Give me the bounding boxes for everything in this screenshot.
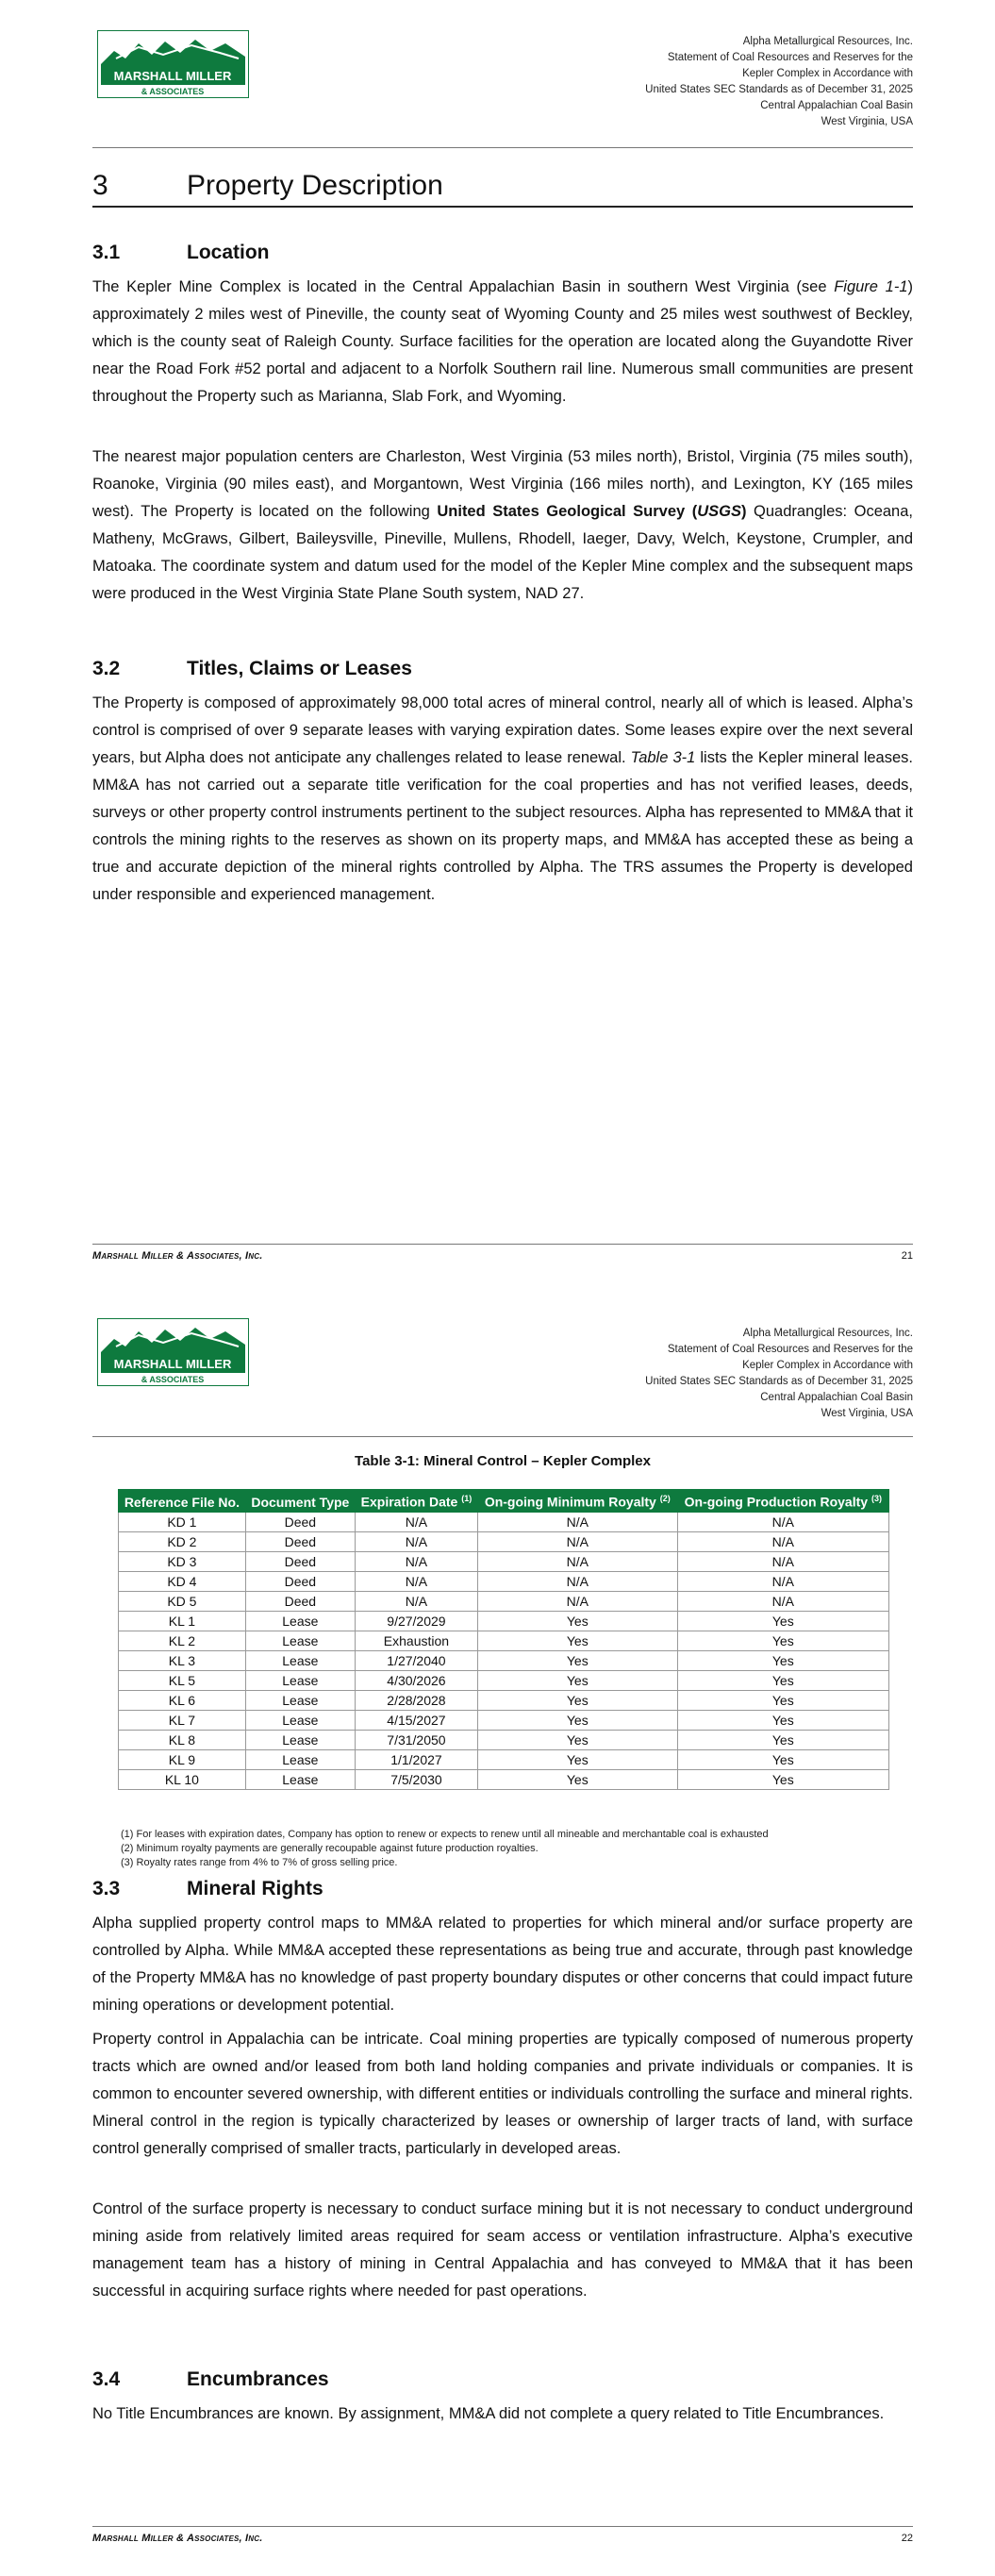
table-cell: Lease xyxy=(245,1670,355,1690)
header-divider xyxy=(92,1436,913,1437)
table-cell: N/A xyxy=(677,1512,888,1531)
table-note: (3) Royalty rates range from 4% to 7% of gross selling price. xyxy=(121,1857,398,1868)
table-cell: Deed xyxy=(245,1512,355,1531)
table-cell: N/A xyxy=(477,1531,677,1551)
table-cell: Yes xyxy=(477,1769,677,1789)
company-logo xyxy=(97,1318,249,1386)
table-title: Table 3-1: Mineral Control – Kepler Complex xyxy=(355,1453,651,1469)
table-header-cell: On-going Minimum Royalty $^{(2)}$ xyxy=(477,1490,677,1513)
table-cell: KL 5 xyxy=(119,1670,246,1690)
header-line: Statement of Coal Resources and Reserves for the xyxy=(667,52,913,63)
page-header xyxy=(645,34,913,130)
header-divider xyxy=(92,147,913,148)
table-cell: N/A xyxy=(477,1591,677,1611)
table-row xyxy=(119,1591,889,1611)
table-header-cell: On-going Production Royalty $^{(3)}$ xyxy=(677,1490,888,1513)
table-cell: Lease xyxy=(245,1769,355,1789)
table-cell: KD 2 xyxy=(119,1531,246,1551)
table-header-cell: Reference File No. xyxy=(119,1490,246,1513)
table-cell: Deed xyxy=(245,1591,355,1611)
table-row xyxy=(119,1690,889,1710)
table-header-row xyxy=(119,1490,889,1513)
table-cell: N/A xyxy=(355,1571,477,1591)
table-cell: Exhaustion xyxy=(355,1631,477,1650)
table-row xyxy=(119,1749,889,1769)
header-line: Kepler Complex in Accordance with xyxy=(742,1360,913,1371)
table-cell: Lease xyxy=(245,1631,355,1650)
table-cell: Yes xyxy=(677,1769,888,1789)
table-cell: 1/27/2040 xyxy=(355,1650,477,1670)
table-notes xyxy=(121,1828,769,1870)
table-cell: Yes xyxy=(477,1730,677,1749)
table-cell: KD 4 xyxy=(119,1571,246,1591)
table-cell: Lease xyxy=(245,1710,355,1730)
svg-text:MARSHALL MILLER: MARSHALL MILLER xyxy=(113,69,232,83)
table-cell: Yes xyxy=(477,1631,677,1650)
header-line: Central Appalachian Coal Basin xyxy=(760,100,913,111)
table-cell: N/A xyxy=(477,1512,677,1531)
table-cell: KL 1 xyxy=(119,1611,246,1631)
header-line: Kepler Complex in Accordance with xyxy=(742,68,913,79)
table-cell: Deed xyxy=(245,1551,355,1571)
section-title: Property Description xyxy=(187,170,443,201)
page-header xyxy=(645,1326,913,1422)
table-header-cell: Expiration Date $^{(1)}$ xyxy=(355,1490,477,1513)
table-cell: KD 5 xyxy=(119,1591,246,1611)
table-cell: Deed xyxy=(245,1531,355,1551)
table-row xyxy=(119,1512,889,1531)
header-company: Alpha Metallurgical Resources, Inc. xyxy=(742,36,913,47)
header-line: West Virginia, USA xyxy=(821,116,913,127)
table-cell: KL 3 xyxy=(119,1650,246,1670)
figure-reference[interactable]: Figure 1-1 xyxy=(834,278,908,295)
footer-divider xyxy=(92,2526,913,2527)
page-number: 22 xyxy=(901,2533,913,2544)
table-header-cell: Document Type xyxy=(245,1490,355,1513)
table-cell: KL 2 xyxy=(119,1631,246,1650)
table-cell: KD 3 xyxy=(119,1551,246,1571)
table-row xyxy=(119,1769,889,1789)
mineral-rights-paragraph-2: Property control in Appalachia can be intricate. Coal mining properties are typically composed of numerous property tracts which are owned and/or leased from both land holding companies and private individuals or companies. It is common to encounter severed ownership, with different entities or individuals controlling the surface and mineral rights. Mineral control in the region is typically characterized by leases or ownership of larger tracts of land, with surface control generally comprised of smaller tracts, particularly in developed areas. xyxy=(92,2031,913,2157)
table-cell: N/A xyxy=(677,1531,888,1551)
footer-divider xyxy=(92,1244,913,1245)
table-cell: Lease xyxy=(245,1749,355,1769)
header-line: West Virginia, USA xyxy=(821,1408,913,1419)
table-cell: Lease xyxy=(245,1611,355,1631)
table-cell: 4/15/2027 xyxy=(355,1710,477,1730)
table-row xyxy=(119,1531,889,1551)
table-row xyxy=(119,1710,889,1730)
table-row xyxy=(119,1650,889,1670)
header-line: Statement of Coal Resources and Reserves for the xyxy=(667,1344,913,1355)
table-cell: N/A xyxy=(677,1591,888,1611)
table-cell: Yes xyxy=(677,1631,888,1650)
table-cell: Yes xyxy=(477,1611,677,1631)
footer-firm: Marshall Miller & Associates, Inc. xyxy=(92,1250,263,1262)
titles-paragraph: The Property is composed of approximately 98,000 total acres of mineral control, nearly all of which is leased. Alpha’s control is comprised of over 9 separate leases with varying expiration dates. Some leases expire over the next several years, but Alpha does not anticipate any challenges related to lease renewal. Table 3-1 lists the Kepler mineral leases. MM&A has not carried out a separate title verification for the coal properties and has not verified leases, deeds, surveys or other property control instruments pertinent to the subject resources. Alpha has represented to MM&A that it controls the mining rights to the reserves as shown on its property maps, and MM&A has accepted these as being a true and accurate depiction of the mineral rights controlled by Alpha. The TRS assumes the Property is developed under responsible and experienced management. xyxy=(92,694,913,903)
table-cell: Lease xyxy=(245,1690,355,1710)
table-cell: 1/1/2027 xyxy=(355,1749,477,1769)
table-cell: Yes xyxy=(677,1730,888,1749)
table-row xyxy=(119,1670,889,1690)
section-heading xyxy=(92,170,913,208)
table-cell: 7/5/2030 xyxy=(355,1769,477,1789)
table-cell: Yes xyxy=(677,1690,888,1710)
table-cell: 2/28/2028 xyxy=(355,1690,477,1710)
table-cell: Yes xyxy=(677,1749,888,1769)
table-cell: N/A xyxy=(477,1571,677,1591)
table-cell: KL 6 xyxy=(119,1690,246,1710)
table-row xyxy=(119,1730,889,1749)
table-cell: Yes xyxy=(477,1749,677,1769)
table-cell: 4/30/2026 xyxy=(355,1670,477,1690)
table-reference[interactable]: Table 3-1 xyxy=(630,749,696,766)
table-cell: KL 7 xyxy=(119,1710,246,1730)
svg-text:& ASSOCIATES: & ASSOCIATES xyxy=(141,1375,205,1384)
table-row xyxy=(119,1571,889,1591)
table-cell: Yes xyxy=(477,1690,677,1710)
table-cell: Lease xyxy=(245,1650,355,1670)
table-note: (1) For leases with expiration dates, Company has option to renew or expects to renew until all mineable and merchantable coal is exhausted xyxy=(121,1829,769,1840)
table-cell: Yes xyxy=(677,1611,888,1631)
header-line: United States SEC Standards as of December 31, 2025 xyxy=(645,1376,913,1387)
table-row xyxy=(119,1611,889,1631)
company-logo xyxy=(97,30,249,98)
encumbrances-paragraph: No Title Encumbrances are known. By assignment, MM&A did not complete a query related to Title Encumbrances. xyxy=(92,2405,885,2422)
table-cell: Deed xyxy=(245,1571,355,1591)
table-cell: Lease xyxy=(245,1730,355,1749)
table-cell: N/A xyxy=(355,1512,477,1531)
footer-firm: Marshall Miller & Associates, Inc. xyxy=(92,2533,263,2544)
table-cell: N/A xyxy=(355,1551,477,1571)
header-line: United States SEC Standards as of December 31, 2025 xyxy=(645,84,913,95)
table-cell: Yes xyxy=(477,1670,677,1690)
table-cell: N/A xyxy=(677,1551,888,1571)
table-cell: N/A xyxy=(677,1571,888,1591)
table-cell: N/A xyxy=(355,1531,477,1551)
table-cell: N/A xyxy=(355,1591,477,1611)
page-number: 21 xyxy=(901,1250,913,1262)
table-row xyxy=(119,1631,889,1650)
page-21: MARSHALL MILLER & ASSOCIATES Alpha Metallurgical Resources, Inc. Statement of Coal Resources and Reserves for the Kepler Complex in Accordance with United States SEC Standards as of December 31, 2025 Central Appalachian Coal Basin West Virginia, USA 3 Property Description 3.1 Location The Kepler Mine Complex is located in the Central Appalachian Basin in southern West Virginia (see Figure 1-1) approximately 2 miles west of Pineville, the county seat of Wyoming County and 25 miles west southwest of Beckley, which is the county seat of Raleigh County. Surface facilities for the operation are located along the Guyandotte River near the Road Fork #52 portal and adjacent to a Norfolk Southern rail line. Numerous small communities are present throughout the Property such as Marianna, Slab Fork, and Wyoming. The nearest major population centers are Charleston, West Virginia (53 miles north), Bristol, Virginia (75 miles south), Roanoke, Virginia (90 miles east), and Morgantown, West Virginia (166 miles north), and Lexington, KY (165 miles west). The Property is located on the following United States Geological Survey (USGS) Quadrangles: Oceana, Matheny, McGraws, Gilbert, Baileysville, Pineville, Mullens, Rhodell, Iaeger, Davy, Welch, Keystone, Crumpler, and Matoaka. The coordinate system and datum used for the model of the Kepler Mine complex and the subsequent maps were produced in the West Virginia State Plane South system, NAD 27. 3.2 Titles, Claims or Leases The Property is composed of approximately 98,000 total acres of mineral control, nearly all of which is leased. Alpha’s control is comprised of over 9 separate leases with varying expiration dates. Some leases expire over the next several years, but Alpha does not anticipate any challenges related to lease renewal. Table 3-1 lists the Kepler mineral leases. MM&A has not carried out a separate title verification for the coal properties and has not verified leases, deeds, surveys or other property control instruments pertinent to the subject resources. Alpha has represented to MM&A that it controls the mining rights to the reserves as shown on its property maps, and MM&A has accepted these as being a true and accurate depiction of the mineral rights controlled by Alpha. The TRS assumes the Property is developed under responsible and experienced management. Marshall Miller & Associates, Inc. 21 xyxy=(0,0,995,1288)
table-cell: 7/31/2050 xyxy=(355,1730,477,1749)
table-row xyxy=(119,1551,889,1571)
table-cell: Yes xyxy=(677,1710,888,1730)
table-cell: KD 1 xyxy=(119,1512,246,1531)
table-cell: Yes xyxy=(477,1650,677,1670)
table-cell: KL 10 xyxy=(119,1769,246,1789)
header-line: Central Appalachian Coal Basin xyxy=(760,1392,913,1403)
svg-text:& ASSOCIATES: & ASSOCIATES xyxy=(141,87,205,96)
table-cell: Yes xyxy=(477,1710,677,1730)
table-cell: KL 8 xyxy=(119,1730,246,1749)
table-cell: N/A xyxy=(477,1551,677,1571)
table-note: (2) Minimum royalty payments are generally recoupable against future production royalties. xyxy=(121,1843,539,1854)
mineral-rights-paragraph-3: Control of the surface property is necessary to conduct surface mining but it is not necessary to conduct underground mining aside from relatively limited areas required for seam access or ventilation infrastructure. Alpha’s executive management team has a history of mining in Central Appalachia and has conveyed to MM&A that it has been successful in acquiring surface rights where needed for past operations. xyxy=(92,2200,913,2300)
table-cell: 9/27/2029 xyxy=(355,1611,477,1631)
mineral-control-table xyxy=(118,1489,889,1790)
location-paragraph-2: The nearest major population centers are Charleston, West Virginia (53 miles north), Bristol, Virginia (75 miles south), Roanoke, Virginia (90 miles east), and Morgantown, West Virginia (166 miles north), and Lexington, KY (165 miles west). The Property is located on the following United States Geological Survey (USGS) Quadrangles: Oceana, Matheny, McGraws, Gilbert, Baileysville, Pineville, Mullens, Rhodell, Iaeger, Davy, Welch, Keystone, Crumpler, and Matoaka. The coordinate system and datum used for the model of the Kepler Mine complex and the subsequent maps were produced in the West Virginia State Plane South system, NAD 27. xyxy=(92,448,913,602)
table-cell: KL 9 xyxy=(119,1749,246,1769)
mineral-rights-paragraph-1: Alpha supplied property control maps to MM&A related to properties for which mineral and/or surface property are controlled by Alpha. While MM&A accepted these representations as being true and accurate, through past knowledge of the Property MM&A has no knowledge of past property boundary disputes or other concerns that could impact future mining operations or development potential. xyxy=(92,1915,913,2014)
location-paragraph-1: The Kepler Mine Complex is located in the Central Appalachian Basin in southern West Virginia (see Figure 1-1) approximately 2 miles west of Pineville, the county seat of Wyoming County and 25 miles west southwest of Beckley, which is the county seat of Raleigh County. Surface facilities for the operation are located along the Guyandotte River near the Road Fork #52 portal and adjacent to a Norfolk Southern rail line. Numerous small communities are present throughout the Property such as Marianna, Slab Fork, and Wyoming. xyxy=(92,278,913,405)
header-company: Alpha Metallurgical Resources, Inc. xyxy=(742,1328,913,1339)
table-cell: Yes xyxy=(677,1650,888,1670)
section-number: 3 xyxy=(92,170,108,201)
svg-text:MARSHALL MILLER: MARSHALL MILLER xyxy=(113,1357,232,1371)
table-cell: Yes xyxy=(677,1670,888,1690)
